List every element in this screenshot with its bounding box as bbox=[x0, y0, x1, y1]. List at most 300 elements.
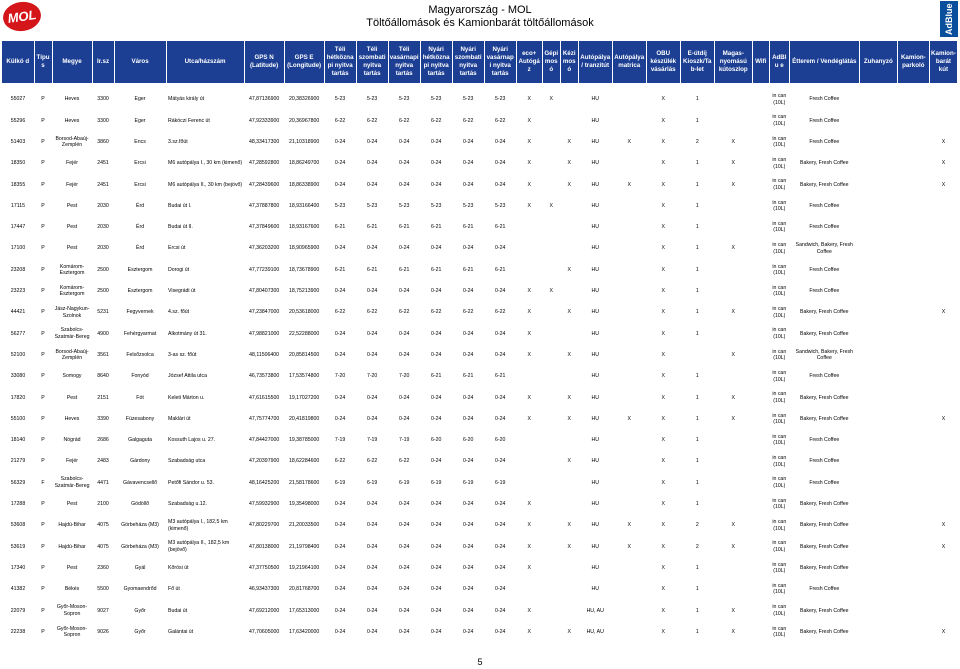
table-cell: 8640 bbox=[97, 373, 109, 380]
table-cell bbox=[752, 472, 769, 493]
table-cell: Bakery, Fresh Coffee bbox=[800, 394, 849, 401]
table-cell: 3561 bbox=[97, 351, 109, 358]
table-cell: 0-24 bbox=[430, 181, 442, 188]
table-cell: 5-23 bbox=[398, 96, 410, 103]
table-cell: Gávavencsellő bbox=[123, 479, 158, 486]
table-cell: X bbox=[567, 415, 571, 422]
table-cell bbox=[542, 494, 560, 515]
table-cell: 3390 bbox=[97, 415, 109, 422]
table-cell: Budai út I. bbox=[168, 202, 192, 209]
table-cell: 6-19 bbox=[495, 479, 506, 486]
table-cell: Gárdony bbox=[130, 458, 150, 465]
table-cell bbox=[714, 195, 752, 216]
table-cell: 18,93166400 bbox=[288, 202, 320, 209]
table-cell: Gyomaendrőd bbox=[123, 586, 157, 593]
column-header: Típus bbox=[34, 41, 52, 83]
table-row bbox=[2, 536, 958, 557]
table-cell bbox=[560, 217, 578, 238]
table-cell: 6-21 bbox=[462, 373, 474, 380]
table-cell: 46,93437300 bbox=[248, 586, 280, 593]
table-cell: 0-24 bbox=[430, 245, 442, 252]
page-number: 5 bbox=[477, 657, 483, 667]
table-cell: in can (10L) bbox=[772, 327, 787, 340]
table-cell: X bbox=[941, 309, 946, 316]
table-cell bbox=[560, 323, 578, 344]
table-cell: 3860 bbox=[97, 138, 109, 145]
table-cell: Fegyvernek bbox=[126, 309, 154, 316]
table-cell: 6-19 bbox=[398, 479, 410, 486]
table-cell bbox=[929, 366, 957, 387]
table-cell: P bbox=[41, 564, 45, 571]
table-cell: P bbox=[41, 543, 45, 550]
table-cell: 1 bbox=[695, 96, 699, 103]
table-cell: Sandwich, Bakery, Fresh Coffee bbox=[795, 242, 853, 255]
table-cell: 0-24 bbox=[334, 564, 346, 571]
table-cell bbox=[897, 366, 929, 387]
table-cell: in can (10L) bbox=[772, 284, 787, 298]
table-cell: Bakery, Fresh Coffee bbox=[800, 309, 849, 316]
table-cell: Fresh Coffee bbox=[809, 479, 840, 486]
table-cell: 1 bbox=[695, 607, 699, 614]
table-cell: Fresh Coffee bbox=[809, 138, 840, 145]
table-cell: in can (10L) bbox=[772, 582, 787, 596]
table-cell: 0-24 bbox=[495, 394, 506, 401]
table-cell: Bakery, Fresh Coffee bbox=[800, 330, 849, 337]
table-cell: Mátyás király út bbox=[168, 96, 205, 103]
table-cell: 6-21 bbox=[495, 373, 506, 380]
table-cell bbox=[929, 238, 957, 259]
table-cell: Pest bbox=[66, 202, 78, 209]
table-cell: X bbox=[567, 628, 571, 635]
table-cell: P bbox=[41, 288, 45, 295]
table-cell bbox=[516, 217, 542, 238]
table-cell bbox=[612, 621, 646, 642]
table-cell: Nógrád bbox=[63, 437, 81, 444]
table-cell bbox=[542, 153, 560, 174]
column-header: Wifi bbox=[752, 41, 769, 83]
table-cell: X bbox=[567, 138, 571, 145]
table-cell: 0-24 bbox=[495, 245, 506, 252]
table-cell: X bbox=[661, 138, 665, 145]
table-cell: 19,35498000 bbox=[288, 501, 320, 508]
table-cell: 0-24 bbox=[334, 522, 346, 529]
table-cell: 6-22 bbox=[462, 117, 474, 124]
table-cell: 0-24 bbox=[398, 288, 410, 295]
table-cell: 2 bbox=[695, 138, 699, 145]
table-cell bbox=[714, 472, 752, 493]
table-cell bbox=[752, 600, 769, 621]
table-row bbox=[2, 494, 958, 515]
table-cell: 6-21 bbox=[398, 224, 410, 231]
table-cell: 1 bbox=[695, 330, 699, 337]
table-row bbox=[2, 110, 958, 131]
table-cell: Ercsi bbox=[134, 181, 146, 188]
table-cell: Hajdú-Bihar bbox=[58, 522, 86, 529]
table-cell: 0-24 bbox=[398, 181, 410, 188]
table-cell: 22238 bbox=[10, 628, 26, 635]
table-cell: Visegrádi út bbox=[168, 288, 196, 295]
table-cell: in can (10L) bbox=[772, 540, 787, 553]
table-cell bbox=[542, 323, 560, 344]
table-cell bbox=[929, 281, 957, 302]
table-cell bbox=[612, 579, 646, 600]
table-cell: Komárom-Esztergom bbox=[59, 263, 85, 277]
table-cell: 7-19 bbox=[334, 437, 346, 444]
table-cell: X bbox=[731, 415, 735, 422]
table-cell: 1 bbox=[695, 501, 699, 508]
table-cell: 1 bbox=[695, 564, 699, 571]
table-cell: HU bbox=[591, 479, 599, 486]
table-cell: in can (10L) bbox=[772, 370, 787, 383]
column-header: Téli szombati nyitva tartás bbox=[356, 41, 388, 83]
table-cell: X bbox=[941, 628, 946, 635]
column-header: Magas-nyomású kútoszlop bbox=[714, 41, 752, 83]
table-cell: X bbox=[661, 394, 665, 401]
table-cell: Bakery, Fresh Coffee bbox=[800, 607, 849, 614]
table-cell bbox=[714, 323, 752, 344]
table-cell: X bbox=[627, 415, 631, 422]
column-header: Nyári szombati nyitva tartás bbox=[452, 41, 484, 83]
table-cell: 47,77239100 bbox=[248, 266, 280, 273]
table-cell: 18,86338900 bbox=[288, 181, 320, 188]
table-cell bbox=[859, 494, 897, 515]
table-cell bbox=[752, 132, 769, 153]
table-cell bbox=[612, 323, 646, 344]
table-cell bbox=[859, 345, 897, 366]
column-header: Nyári vasárnap i nyitva tartás bbox=[484, 41, 516, 83]
table-cell: 48,16425200 bbox=[248, 479, 280, 486]
table-cell: 18350 bbox=[10, 160, 26, 167]
table-cell: X bbox=[661, 586, 665, 593]
table-cell: 0-24 bbox=[430, 522, 442, 529]
table-cell: 0-24 bbox=[398, 394, 410, 401]
table-cell: 17447 bbox=[10, 224, 26, 231]
table-cell bbox=[929, 430, 957, 451]
table-cell bbox=[897, 89, 929, 110]
table-cell: Görbeháza (M3) bbox=[121, 522, 159, 529]
table-cell: 2151 bbox=[97, 394, 109, 401]
table-cell: Kőrösi út bbox=[168, 564, 189, 571]
table-cell: X bbox=[731, 394, 735, 401]
table-cell: X bbox=[627, 522, 631, 529]
table-cell: X bbox=[661, 607, 665, 614]
table-cell: 1 bbox=[695, 586, 699, 593]
table-cell: 0-24 bbox=[495, 607, 506, 614]
table-cell: Hajdú-Bihar bbox=[58, 543, 86, 550]
table-cell bbox=[859, 259, 897, 280]
table-cell: X bbox=[549, 96, 553, 103]
table-cell: 5-23 bbox=[462, 96, 474, 103]
table-cell bbox=[612, 259, 646, 280]
table-cell bbox=[859, 451, 897, 472]
table-cell: 6-22 bbox=[334, 309, 346, 316]
table-cell bbox=[752, 153, 769, 174]
table-cell: 47,92333900 bbox=[248, 117, 280, 124]
table-cell: 0-24 bbox=[462, 138, 474, 145]
table-cell: in can (10L) bbox=[772, 519, 787, 532]
table-cell bbox=[542, 558, 560, 579]
table-cell bbox=[752, 387, 769, 408]
table-cell: X bbox=[731, 628, 735, 635]
table-cell: 47,80229700 bbox=[248, 522, 280, 529]
table-cell: Szabolcs-Szatmár-Bereg bbox=[54, 327, 90, 340]
table-cell bbox=[714, 89, 752, 110]
table-cell: HU bbox=[591, 373, 599, 380]
column-header: eco+ Autógáz bbox=[516, 41, 542, 83]
table-row bbox=[2, 408, 958, 429]
table-cell: 41382 bbox=[10, 586, 26, 593]
table-row bbox=[2, 195, 958, 216]
table-cell bbox=[612, 387, 646, 408]
table-cell: in can (10L) bbox=[772, 433, 787, 447]
table-cell: Sandwich, Bakery, Fresh Coffee bbox=[795, 348, 853, 362]
table-cell: 47,98821000 bbox=[248, 330, 280, 337]
table-cell: Békés bbox=[64, 586, 80, 593]
table-cell: 47,23847000 bbox=[248, 309, 280, 316]
table-cell bbox=[542, 600, 560, 621]
table-cell: 18,93167600 bbox=[288, 224, 320, 231]
table-cell: Fonyód bbox=[131, 373, 149, 380]
table-cell: 18,90965900 bbox=[288, 245, 320, 252]
table-cell: 5-23 bbox=[430, 96, 442, 103]
table-cell: 1 bbox=[695, 479, 699, 486]
table-cell: 0-24 bbox=[495, 351, 506, 358]
table-cell: in can (10L) bbox=[772, 114, 787, 127]
table-cell: 7-20 bbox=[398, 373, 410, 380]
table-cell: 5500 bbox=[97, 586, 109, 593]
table-cell: 0-24 bbox=[495, 458, 506, 465]
table-cell bbox=[542, 238, 560, 259]
table-cell bbox=[612, 472, 646, 493]
table-cell: X bbox=[567, 351, 571, 358]
table-cell bbox=[714, 494, 752, 515]
table-cell: 4075 bbox=[97, 522, 109, 529]
table-cell: in can (10L) bbox=[772, 348, 787, 362]
table-cell: 0-24 bbox=[334, 351, 346, 358]
table-cell: 48,33417300 bbox=[248, 138, 280, 145]
table-cell: 0-24 bbox=[462, 330, 474, 337]
table-cell bbox=[929, 195, 957, 216]
table-cell: X bbox=[731, 607, 735, 614]
table-cell: X bbox=[661, 479, 665, 486]
table-cell: 6-22 bbox=[398, 117, 410, 124]
table-cell bbox=[859, 323, 897, 344]
table-cell: HU bbox=[591, 202, 599, 209]
table-cell bbox=[612, 302, 646, 323]
table-cell: HU bbox=[591, 266, 599, 273]
table-cell: X bbox=[527, 309, 531, 316]
table-cell: 17100 bbox=[10, 245, 26, 252]
table-cell: P bbox=[41, 138, 45, 145]
table-cell bbox=[612, 430, 646, 451]
table-cell: X bbox=[527, 288, 531, 295]
table-cell: X bbox=[627, 543, 631, 550]
table-cell: 4075 bbox=[97, 543, 109, 550]
table-cell: Fő út bbox=[168, 586, 180, 593]
table-cell: Fejér bbox=[66, 160, 78, 167]
table-cell bbox=[897, 110, 929, 131]
table-cell: HU bbox=[591, 138, 599, 145]
table-cell: 0-24 bbox=[430, 394, 442, 401]
table-cell: Fresh Coffee bbox=[809, 437, 840, 444]
table-cell: Gödöllő bbox=[131, 501, 149, 508]
table-cell bbox=[542, 387, 560, 408]
table-cell: P bbox=[41, 224, 45, 231]
table-cell: 0-24 bbox=[462, 564, 474, 571]
title-line-1: Magyarország - MOL bbox=[428, 4, 532, 16]
table-cell: X bbox=[567, 458, 571, 465]
table-cell bbox=[516, 579, 542, 600]
table-cell: Encs bbox=[134, 138, 146, 145]
table-cell: 0-24 bbox=[462, 394, 474, 401]
table-cell: X bbox=[661, 458, 665, 465]
table-cell bbox=[560, 238, 578, 259]
table-cell bbox=[859, 387, 897, 408]
table-cell bbox=[612, 494, 646, 515]
table-cell: 18,73678900 bbox=[288, 266, 320, 273]
table-cell: X bbox=[661, 202, 665, 209]
table-cell: 2030 bbox=[97, 224, 109, 231]
table-cell: 0-24 bbox=[334, 138, 346, 145]
table-cell: X bbox=[567, 181, 571, 188]
table-cell bbox=[542, 536, 560, 557]
table-cell bbox=[897, 132, 929, 153]
table-row bbox=[2, 600, 958, 621]
table-cell bbox=[612, 110, 646, 131]
table-cell: 6-20 bbox=[495, 437, 506, 444]
table-cell: 2483 bbox=[97, 458, 109, 465]
table-cell: 6-21 bbox=[366, 224, 378, 231]
table-cell: 47,59932900 bbox=[248, 501, 280, 508]
table-cell: 0-24 bbox=[398, 415, 410, 422]
table-cell: 6-22 bbox=[430, 117, 442, 124]
table-cell: 6-22 bbox=[462, 309, 474, 316]
table-cell: X bbox=[527, 202, 531, 209]
table-cell: 6-21 bbox=[430, 373, 442, 380]
table-cell: P bbox=[41, 245, 45, 252]
table-cell: 47,37750500 bbox=[248, 564, 280, 571]
column-header: Város bbox=[114, 41, 166, 83]
column-header: Téli hétköznapi nyitva tartás bbox=[324, 41, 356, 83]
column-header: Utca/házszám bbox=[166, 41, 244, 83]
table-cell bbox=[929, 558, 957, 579]
table-cell: HU bbox=[591, 415, 599, 422]
table-cell bbox=[612, 345, 646, 366]
table-cell: 2030 bbox=[97, 245, 109, 252]
table-cell: Borsod-Abaúj-Zemplén bbox=[55, 348, 89, 362]
table-cell: 4900 bbox=[97, 330, 109, 337]
table-cell bbox=[714, 217, 752, 238]
column-header: E-útdíj Kioszk/Ta b-let bbox=[680, 41, 714, 83]
table-cell bbox=[897, 515, 929, 536]
table-cell: HU, AU bbox=[586, 628, 604, 635]
table-cell bbox=[752, 238, 769, 259]
table-cell: P bbox=[41, 607, 45, 614]
table-cell: Fresh Coffee bbox=[809, 586, 840, 593]
table-cell: 2 bbox=[695, 543, 699, 550]
column-header: Téli vasárnapi nyitva tartás bbox=[388, 41, 420, 83]
column-header: Ir.sz bbox=[92, 41, 114, 83]
table-cell: 47,80407300 bbox=[248, 288, 280, 295]
table-cell bbox=[929, 472, 957, 493]
table-cell bbox=[752, 195, 769, 216]
table-cell: 0-24 bbox=[430, 160, 442, 167]
table-cell: P bbox=[41, 522, 45, 529]
table-row bbox=[2, 217, 958, 238]
table-cell: 6-21 bbox=[334, 224, 346, 231]
table-cell bbox=[859, 153, 897, 174]
table-cell: X bbox=[527, 607, 531, 614]
table-cell: 0-24 bbox=[462, 458, 474, 465]
column-header: Kamion-barát kút bbox=[929, 41, 957, 83]
table-cell bbox=[752, 281, 769, 302]
column-header: Külkö d bbox=[2, 41, 34, 83]
table-cell bbox=[929, 451, 957, 472]
table-cell: Fresh Coffee bbox=[809, 373, 840, 380]
table-cell: 0-24 bbox=[430, 501, 442, 508]
table-cell: 0-24 bbox=[462, 415, 474, 422]
table-cell: X bbox=[941, 522, 946, 529]
table-cell: 21279 bbox=[10, 458, 26, 465]
table-cell bbox=[714, 281, 752, 302]
table-cell: 0-24 bbox=[334, 288, 346, 295]
table-cell: X bbox=[527, 96, 531, 103]
table-cell bbox=[929, 387, 957, 408]
table-cell: 0-24 bbox=[366, 522, 378, 529]
table-cell bbox=[542, 451, 560, 472]
table-cell bbox=[542, 345, 560, 366]
table-cell: HU bbox=[591, 501, 599, 508]
table-cell: Szabolcs-Szatmár-Bereg bbox=[54, 476, 90, 489]
table-cell: P bbox=[41, 394, 45, 401]
table-cell: X bbox=[941, 160, 946, 167]
table-cell: X bbox=[941, 181, 946, 188]
table-cell: Bakery, Fresh Coffee bbox=[800, 628, 849, 635]
table-cell: M6 autópálya II., 30 km (bejövő) bbox=[168, 181, 243, 188]
table-cell: HU bbox=[591, 458, 599, 465]
table-cell: 23223 bbox=[10, 288, 26, 295]
table-cell: Rákóczi Ferenc út bbox=[168, 117, 210, 124]
page-title bbox=[0, 4, 960, 30]
table-cell: 7-19 bbox=[366, 437, 378, 444]
table-cell: 47,84427000 bbox=[248, 437, 280, 444]
table-cell: 56329 bbox=[10, 479, 26, 486]
column-header: AdBlu e bbox=[769, 41, 789, 83]
table-cell: P bbox=[41, 458, 45, 465]
table-cell bbox=[560, 494, 578, 515]
table-cell: X bbox=[661, 522, 665, 529]
table-cell: P bbox=[41, 309, 45, 316]
table-cell: Fót bbox=[136, 394, 144, 401]
table-cell bbox=[714, 259, 752, 280]
table-cell: X bbox=[661, 117, 665, 124]
table-cell: in can (10L) bbox=[772, 561, 787, 575]
table-cell bbox=[859, 408, 897, 429]
table-cell: M3 autópálya II., 182,5 km (bejövő) bbox=[168, 540, 230, 553]
table-cell: X bbox=[731, 522, 735, 529]
table-cell: Győr-Moson-Sopron bbox=[56, 625, 88, 639]
table-cell: Galántai út bbox=[168, 628, 194, 635]
table-cell bbox=[859, 366, 897, 387]
station-table bbox=[2, 41, 958, 643]
table-cell bbox=[714, 558, 752, 579]
table-cell bbox=[929, 323, 957, 344]
table-cell bbox=[542, 174, 560, 195]
column-header: GPS E (Longitude) bbox=[284, 41, 324, 83]
table-cell: 0-24 bbox=[366, 351, 378, 358]
table-cell: Pest bbox=[66, 245, 78, 252]
table-cell: Heves bbox=[64, 117, 80, 124]
